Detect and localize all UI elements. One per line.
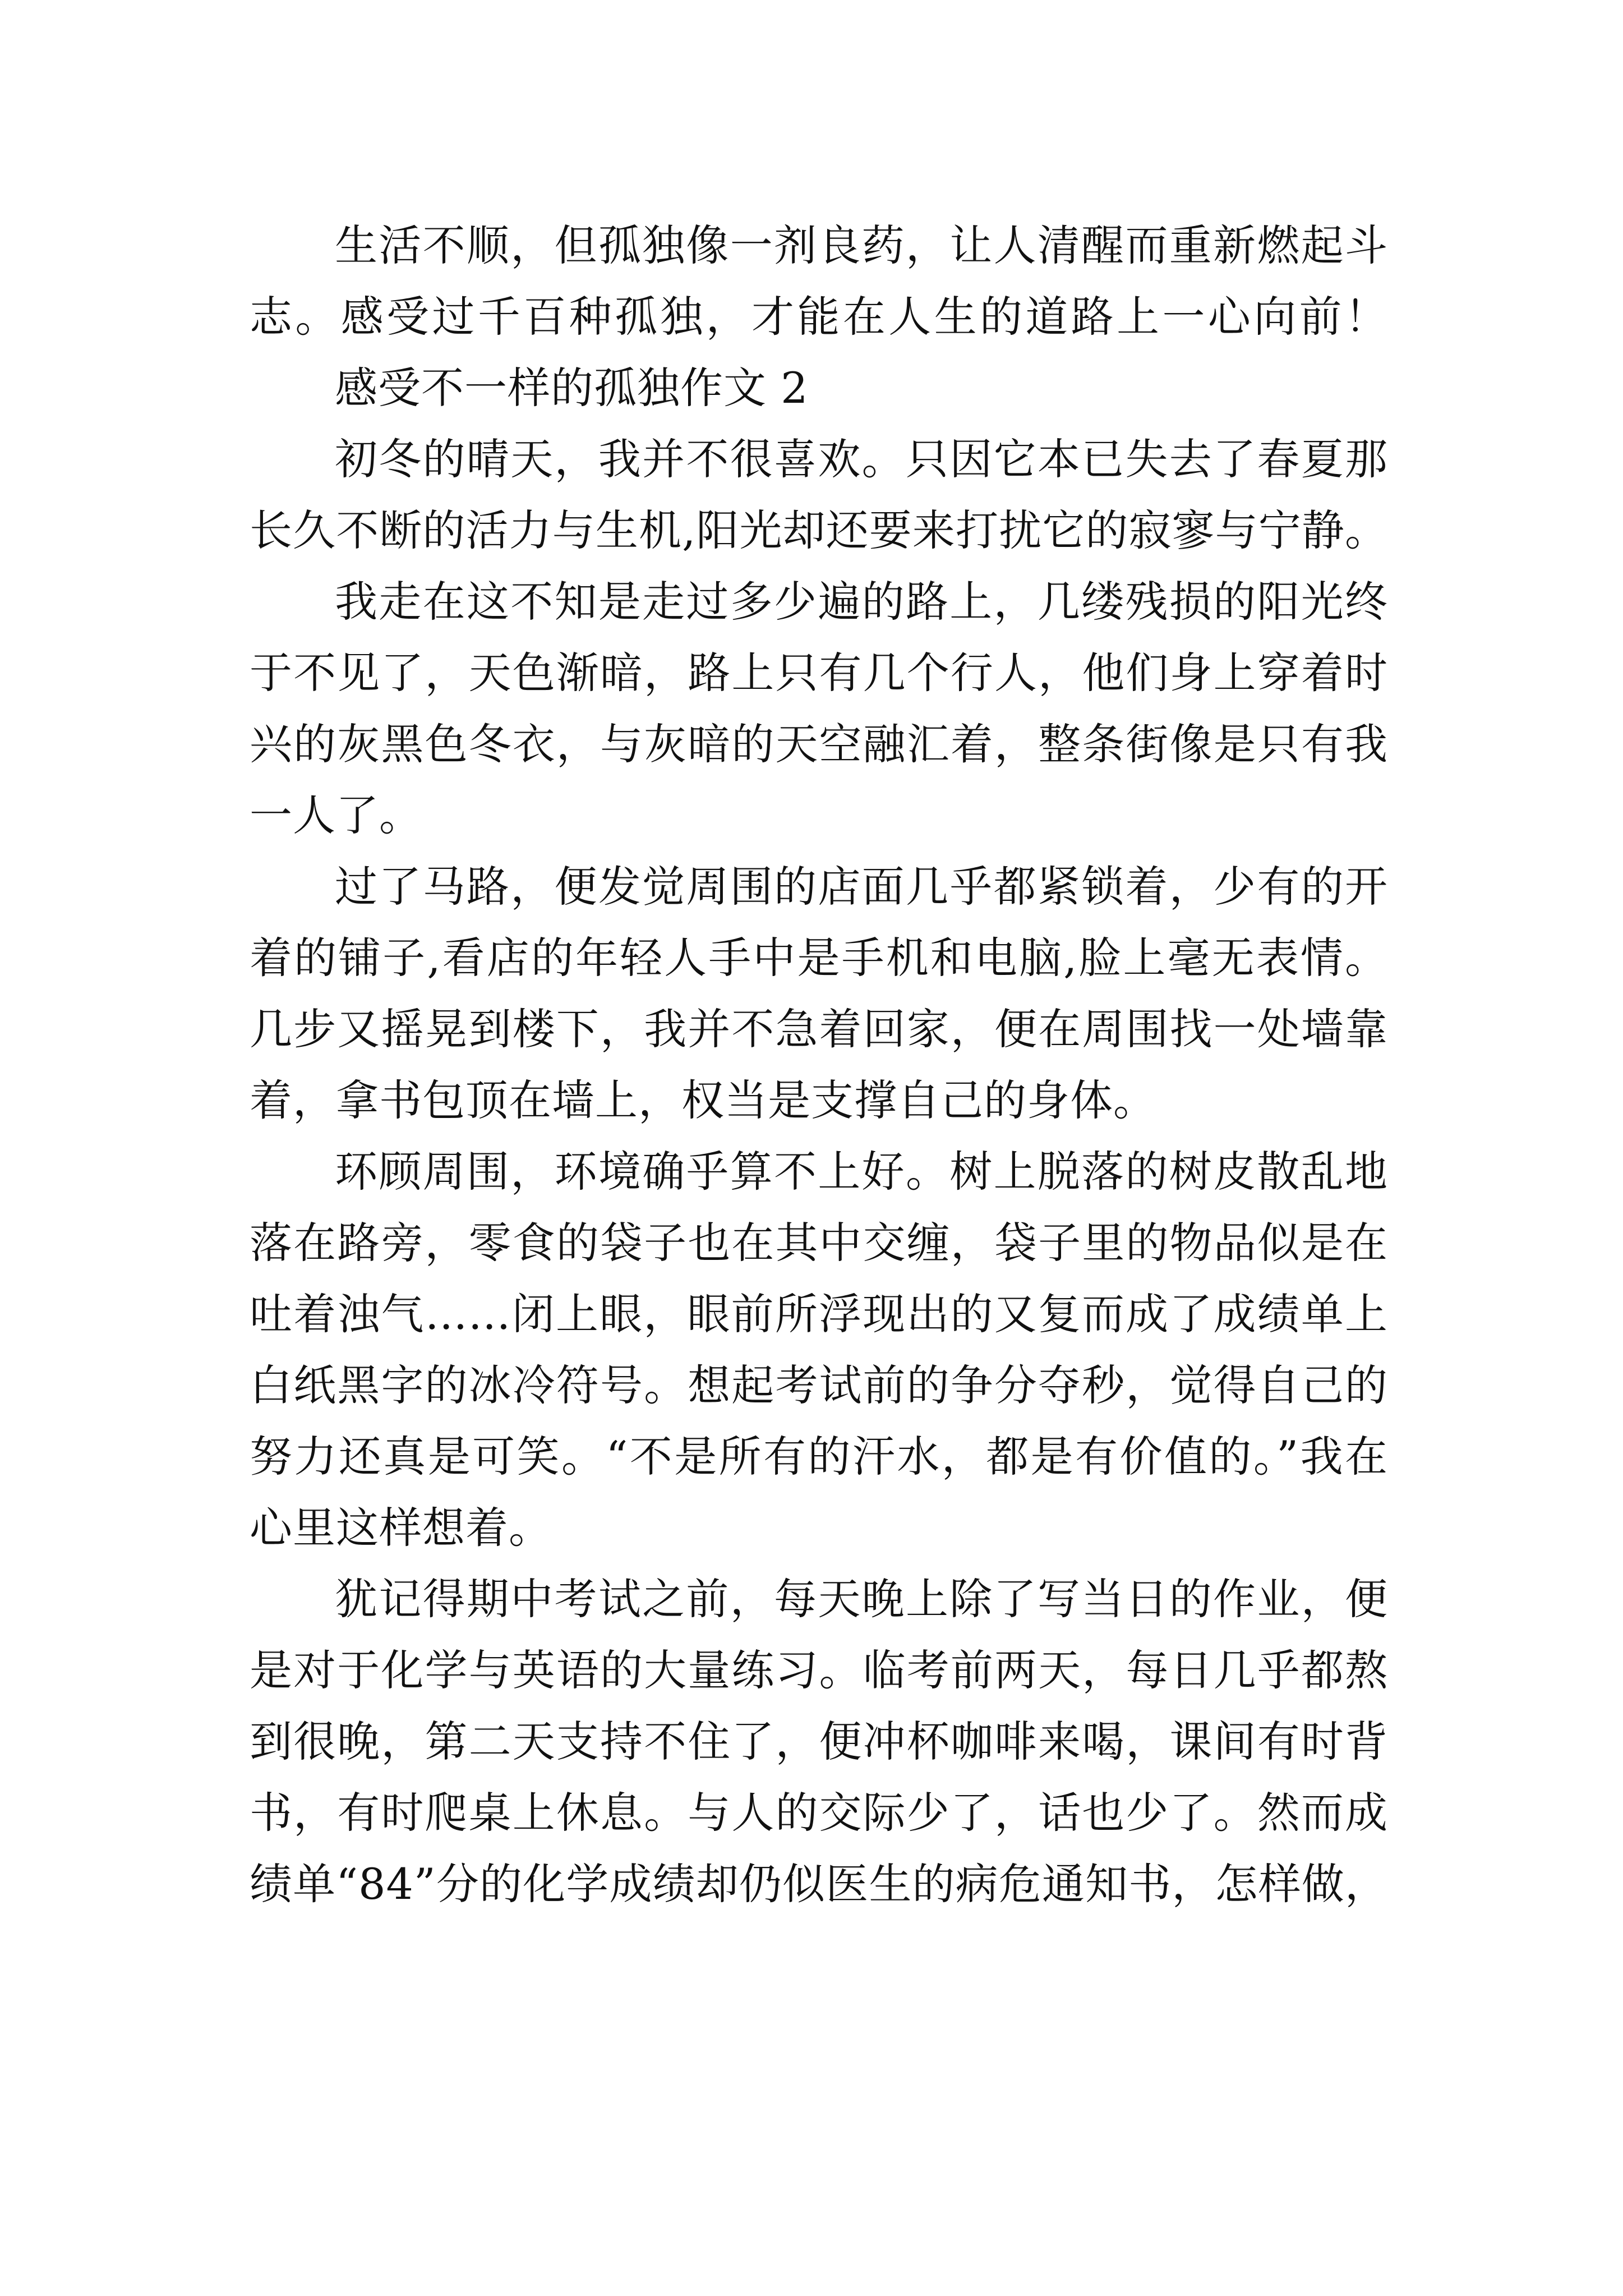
text-line: 生活不顺，但孤独像一剂良药，让人清醒而重新燃起斗 [335,220,1388,270]
text-line: 心里这样想着。 [250,1503,552,1553]
text-line: 环顾周围，环境确乎算不上好。树上脱落的树皮散乱地 [335,1147,1388,1197]
text-line: 初冬的晴天，我并不很喜欢。只因它本已失去了春夏那 [335,434,1388,484]
text-line: 犹记得期中考试之前，每天晚上除了写当日的作业，便 [335,1574,1388,1624]
section-heading: 感受不一样的孤独作文 2 [335,363,809,413]
text-line: 是对于化学与英语的大量练习。临考前两天，每日几乎都熬 [250,1645,1388,1695]
text-line: 几步又摇晃到楼下，我并不急着回家，便在周围找一处墙靠 [250,1004,1388,1054]
text-line: 着，拿书包顶在墙上，权当是支撑自己的身体。 [250,1075,1156,1125]
text-line: 过了马路，便发觉周围的店面几乎都紧锁着，少有的开 [335,862,1388,912]
text-line: 落在路旁，零食的袋子也在其中交缠，袋子里的物品似是在 [250,1218,1388,1268]
text-line: 一人了。 [250,790,422,840]
text-line: 兴的灰黑色冬衣，与灰暗的天空融汇着，整条街像是只有我 [250,719,1388,769]
text-line: 白纸黑字的冰冷符号。想起考试前的争分夺秒，觉得自己的 [250,1360,1388,1410]
text-line: 长久不断的活力与生机,阳光却还要来打扰它的寂寥与宁静。 [250,505,1388,555]
text-line: 于不见了，天色渐暗，路上只有几个行人，他们身上穿着时 [250,648,1388,698]
text-line: 绩单“84”分的化学成绩却仍似医生的病危通知书，怎样做， [250,1859,1388,1909]
text-line: 着的铺子,看店的年轻人手中是手机和电脑,脸上毫无表情。 [250,933,1388,983]
text-line: 志。感受过千百种孤独，才能在人生的道路上一心向前！ [250,292,1388,342]
text-line: 到很晚，第二天支持不住了，便冲杯咖啡来喝，课间有时背 [250,1717,1388,1766]
text-line: 吐着浊气……闭上眼，眼前所浮现出的又复而成了成绩单上 [250,1289,1388,1339]
text-line: 书，有时爬桌上休息。与人的交际少了，话也少了。然而成 [250,1788,1388,1838]
text-line: 努力还真是可笑。“不是所有的汗水，都是有价值的。”我在 [250,1432,1388,1481]
text-line: 我走在这不知是走过多少遍的路上，几缕残损的阳光终 [335,577,1388,627]
document-body [250,210,1388,1920]
